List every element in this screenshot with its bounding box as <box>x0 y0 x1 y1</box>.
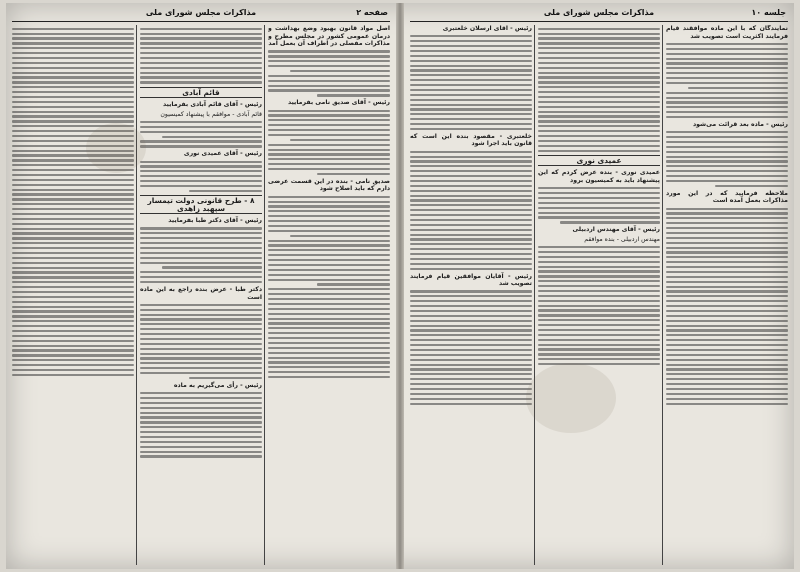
section-heading: ۸ - طرح قانونی دولت تیمسار سپهبد زاهدی <box>140 195 262 214</box>
left-page-number: صفحه ۲ <box>356 8 388 17</box>
paragraph: ملاحظه فرمایید که در این مورد مذاکرات بعمل آمده است <box>666 189 788 205</box>
left-page-header <box>12 7 390 22</box>
paragraph: رئیس - آقای ارسلان خلعتبری <box>442 25 532 32</box>
right-page-number: جلسه ۱۰ <box>751 8 786 17</box>
paragraph: صدیق نامی - بنده در این قسمت عرضی دارم که باید اصلاح شود <box>268 177 390 193</box>
left-column-3 <box>12 25 134 565</box>
right-page-title: مذاکرات مجلس شورای ملی <box>543 8 655 17</box>
left-page-columns <box>12 25 390 565</box>
paragraph: رئیس - آقای صدیق نامی بفرمایید <box>287 99 390 107</box>
paragraph: رئیس - آقایان موافقین قیام فرمایند تصویب شد <box>410 272 532 288</box>
paragraph: مهندس اردبیلی - بنده موافقم <box>584 235 660 243</box>
paragraph: قائم آبادی - موافقم با پیشنهاد کمیسیون <box>160 110 262 118</box>
left-column-1 <box>268 25 390 565</box>
left-column-2 <box>140 25 262 565</box>
right-page-header <box>410 7 788 22</box>
paragraph: عمیدی نوری - بنده عرض کردم که این پیشنهاد باید به کمیسیون برود <box>538 169 660 184</box>
paragraph: رئیس - آقای عمیدی نوری <box>183 150 262 158</box>
newspaper-spread <box>6 3 794 569</box>
left-page <box>6 3 396 569</box>
section-heading: عمیدی نوری <box>538 155 660 167</box>
right-column-3 <box>410 25 532 565</box>
right-column-2 <box>538 25 660 565</box>
section-heading: قائم آبادی <box>140 87 262 99</box>
paragraph: رئیس - رأی می‌گیریم به ماده <box>173 381 262 389</box>
right-page <box>404 3 794 569</box>
binding-gutter <box>396 3 404 569</box>
paragraph: رئیس - آقای قائم آبادی بفرمایید <box>162 101 262 109</box>
paragraph: خلعتبری - مقصود بنده این است که قانون باید اجرا شود <box>410 132 532 148</box>
paragraph: رئیس - ماده بعد قرائت می‌شود <box>693 120 788 128</box>
left-page-title: مذاکرات مجلس شورای ملی <box>145 8 257 17</box>
right-page-columns <box>410 25 788 565</box>
paragraph: رئیس - آقای دکتر طبا بفرمایید <box>168 217 262 225</box>
paragraph: رئیس - آقای مهندس اردبیلی <box>572 226 660 234</box>
paragraph: نمایندگان که با این ماده موافقند قیام فرمایند اکثریت است تصویب شد <box>666 25 788 40</box>
paragraph: اصل مواد قانون بهبود وضع بهداشت و درمان عمومی کشور در مجلس مطرح و مذاکرات مفصلی در اطراف آن بعمل آمد <box>268 25 390 48</box>
paragraph: دکتر طبا - عرض بنده راجع به این ماده است <box>140 285 262 301</box>
right-column-1 <box>666 25 788 565</box>
